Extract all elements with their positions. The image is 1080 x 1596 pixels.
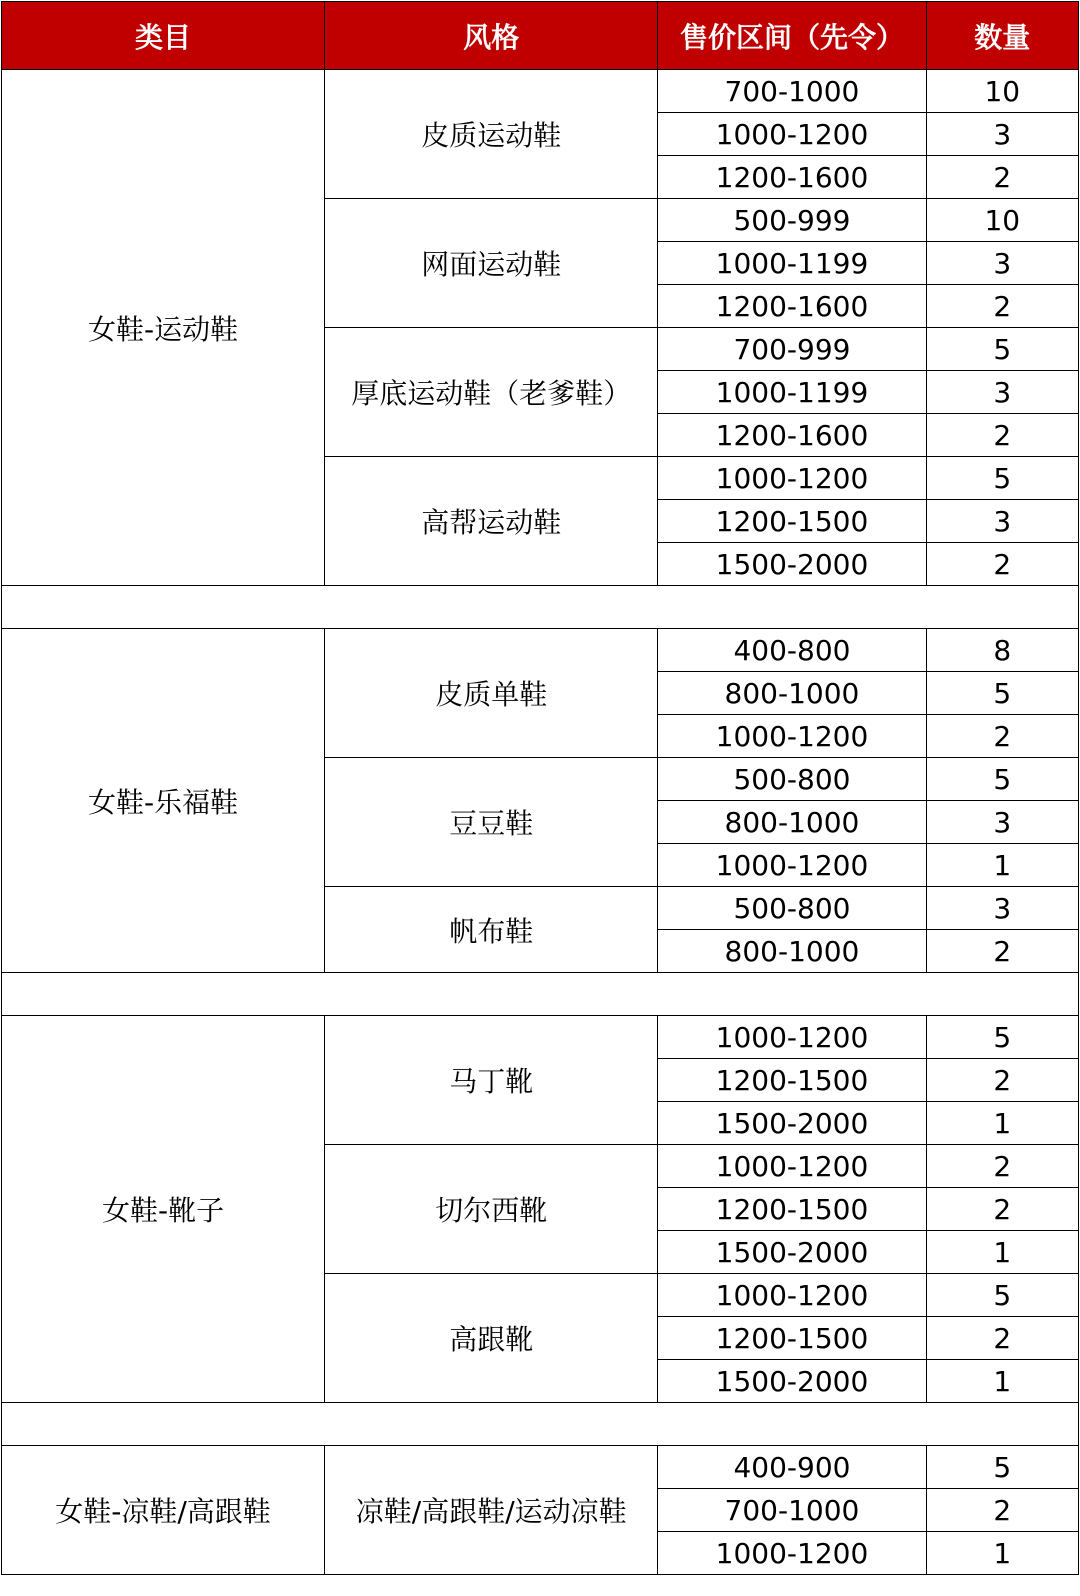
quantity-cell: 5	[926, 1274, 1078, 1317]
price-range-cell: 700-999	[658, 328, 926, 371]
price-range-cell: 800-1000	[658, 801, 926, 844]
table-row	[2, 1016, 1079, 1059]
table-row	[2, 1446, 1079, 1489]
price-range-cell: 1500-2000	[658, 1231, 926, 1274]
price-range-cell: 1200-1500	[658, 1317, 926, 1360]
price-range-cell: 1200-1500	[658, 1188, 926, 1231]
group-spacer-row	[2, 1403, 1079, 1446]
price-range-cell: 1200-1600	[658, 414, 926, 457]
quantity-cell: 3	[926, 113, 1078, 156]
quantity-cell: 1	[926, 844, 1078, 887]
price-range-cell: 400-800	[658, 629, 926, 672]
style-cell: 豆豆鞋	[325, 758, 658, 887]
price-range-cell: 1000-1200	[658, 457, 926, 500]
quantity-cell: 2	[926, 930, 1078, 973]
price-range-cell: 800-1000	[658, 930, 926, 973]
group-spacer-row	[2, 586, 1079, 629]
group-spacer-row	[2, 973, 1079, 1016]
quantity-cell: 5	[926, 1446, 1078, 1489]
price-range-cell: 500-800	[658, 887, 926, 930]
spacer-cell	[2, 586, 1079, 629]
price-range-cell: 500-800	[658, 758, 926, 801]
quantity-cell: 2	[926, 156, 1078, 199]
table-body	[2, 70, 1079, 1575]
header-price-range: 售价区间（先令）	[658, 2, 926, 70]
quantity-cell: 2	[926, 1317, 1078, 1360]
price-range-cell: 1000-1200	[658, 844, 926, 887]
price-range-cell: 1200-1500	[658, 1059, 926, 1102]
price-range-cell: 700-1000	[658, 70, 926, 113]
quantity-cell: 2	[926, 285, 1078, 328]
price-range-cell: 1200-1500	[658, 500, 926, 543]
header-quantity: 数量	[926, 2, 1078, 70]
quantity-cell: 3	[926, 242, 1078, 285]
style-cell: 皮质单鞋	[325, 629, 658, 758]
table-row	[2, 629, 1079, 672]
quantity-cell: 5	[926, 328, 1078, 371]
price-range-cell: 1500-2000	[658, 1102, 926, 1145]
price-range-cell: 1000-1200	[658, 1016, 926, 1059]
quantity-cell: 3	[926, 887, 1078, 930]
price-range-cell: 700-1000	[658, 1489, 926, 1532]
quantity-cell: 5	[926, 758, 1078, 801]
category-cell: 女鞋-凉鞋/高跟鞋	[2, 1446, 325, 1575]
quantity-cell: 1	[926, 1532, 1078, 1575]
quantity-cell: 1	[926, 1231, 1078, 1274]
style-cell: 高帮运动鞋	[325, 457, 658, 586]
quantity-cell: 2	[926, 1188, 1078, 1231]
quantity-cell: 10	[926, 70, 1078, 113]
price-range-cell: 1500-2000	[658, 543, 926, 586]
quantity-cell: 3	[926, 801, 1078, 844]
price-range-cell: 1200-1600	[658, 285, 926, 328]
category-cell: 女鞋-靴子	[2, 1016, 325, 1403]
product-table	[1, 1, 1079, 1575]
price-range-cell: 1000-1200	[658, 715, 926, 758]
price-range-cell: 1000-1199	[658, 371, 926, 414]
style-cell: 帆布鞋	[325, 887, 658, 973]
style-cell: 切尔西靴	[325, 1145, 658, 1274]
category-cell: 女鞋-乐福鞋	[2, 629, 325, 973]
price-range-cell: 1000-1200	[658, 1274, 926, 1317]
style-cell: 高跟靴	[325, 1274, 658, 1403]
quantity-cell: 2	[926, 543, 1078, 586]
quantity-cell: 5	[926, 1016, 1078, 1059]
quantity-cell: 3	[926, 500, 1078, 543]
price-range-cell: 1200-1600	[658, 156, 926, 199]
style-cell: 皮质运动鞋	[325, 70, 658, 199]
quantity-cell: 2	[926, 414, 1078, 457]
price-range-cell: 1000-1200	[658, 1532, 926, 1575]
quantity-cell: 2	[926, 1489, 1078, 1532]
quantity-cell: 10	[926, 199, 1078, 242]
style-cell: 网面运动鞋	[325, 199, 658, 328]
price-range-cell: 1000-1200	[658, 1145, 926, 1188]
quantity-cell: 5	[926, 457, 1078, 500]
quantity-cell: 2	[926, 1145, 1078, 1188]
price-range-cell: 1500-2000	[658, 1360, 926, 1403]
table-row	[2, 70, 1079, 113]
quantity-cell: 3	[926, 371, 1078, 414]
price-range-cell: 500-999	[658, 199, 926, 242]
spacer-cell	[2, 1403, 1079, 1446]
quantity-cell: 1	[926, 1102, 1078, 1145]
style-cell: 马丁靴	[325, 1016, 658, 1145]
category-cell: 女鞋-运动鞋	[2, 70, 325, 586]
style-cell: 凉鞋/高跟鞋/运动凉鞋	[325, 1446, 658, 1575]
header-category: 类目	[2, 2, 325, 70]
header-style: 风格	[325, 2, 658, 70]
spacer-cell	[2, 973, 1079, 1016]
quantity-cell: 8	[926, 629, 1078, 672]
price-range-cell: 400-900	[658, 1446, 926, 1489]
quantity-cell: 2	[926, 715, 1078, 758]
quantity-cell: 2	[926, 1059, 1078, 1102]
quantity-cell: 5	[926, 672, 1078, 715]
price-range-cell: 1000-1199	[658, 242, 926, 285]
price-range-cell: 1000-1200	[658, 113, 926, 156]
style-cell: 厚底运动鞋（老爹鞋）	[325, 328, 658, 457]
header-row	[2, 2, 1079, 70]
quantity-cell: 1	[926, 1360, 1078, 1403]
price-range-cell: 800-1000	[658, 672, 926, 715]
